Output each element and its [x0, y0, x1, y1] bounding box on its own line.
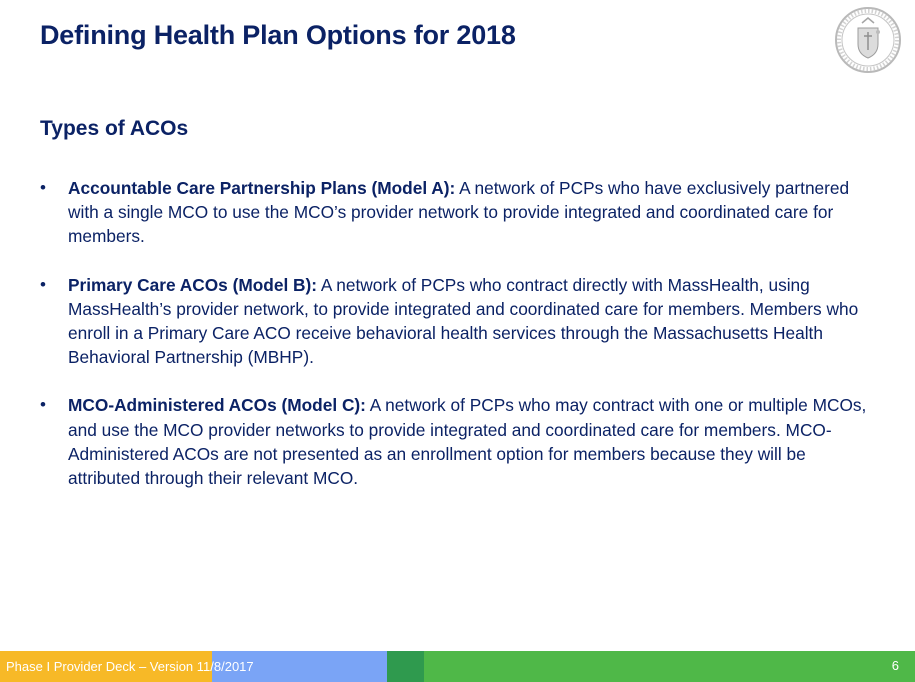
- bullet-text: A network of PCPs who have exclusively partnered with a single MCO to use the MCO’s provider network to provide integrated and coordinated care for members.: [68, 178, 850, 247]
- bullet-item-model-b: [40, 273, 870, 370]
- page-number: 6: [891, 658, 899, 673]
- footer-bar: [0, 651, 915, 682]
- bullet-list: [40, 176, 870, 514]
- bullet-item-model-a: [40, 176, 870, 249]
- bullet-text: A network of PCPs who contract directly with MassHealth, using MassHealth’s provider network, to provide integrated and coordinated care for members. Members who enroll in a Primary Care ACO receive behavioral health services through the Massachusetts Health Behavioral Partnership (MBHP).: [68, 274, 859, 368]
- footer-segment-green: [424, 651, 915, 682]
- massachusetts-seal-icon: [834, 6, 902, 74]
- bullet-item-model-c: [40, 393, 870, 490]
- footer-label: Phase I Provider Deck – Version 11/8/2017: [6, 659, 254, 674]
- bullet-dot: •: [40, 178, 46, 197]
- bullet-dot: •: [40, 274, 46, 294]
- bullet-lead: Accountable Care Partnership Plans (Model A):: [68, 178, 456, 198]
- bullet-lead: Primary Care ACOs (Model B):: [68, 274, 318, 295]
- slide-title: Defining Health Plan Options for 2018: [40, 20, 516, 50]
- footer-segment-dark-green: [387, 651, 424, 682]
- bullet-text: A network of PCPs who may contract with one or multiple MCOs, and use the MCO provider networks to provide integrated and coordinated care for members. MCO-Administered ACOs are not presented as an enrollment option for members because they will be attributed through their relevant MCO.: [68, 395, 867, 489]
- bullet-dot: •: [40, 395, 46, 415]
- bullet-lead: MCO-Administered ACOs (Model C):: [68, 395, 366, 416]
- section-heading: Types of ACOs: [40, 117, 189, 140]
